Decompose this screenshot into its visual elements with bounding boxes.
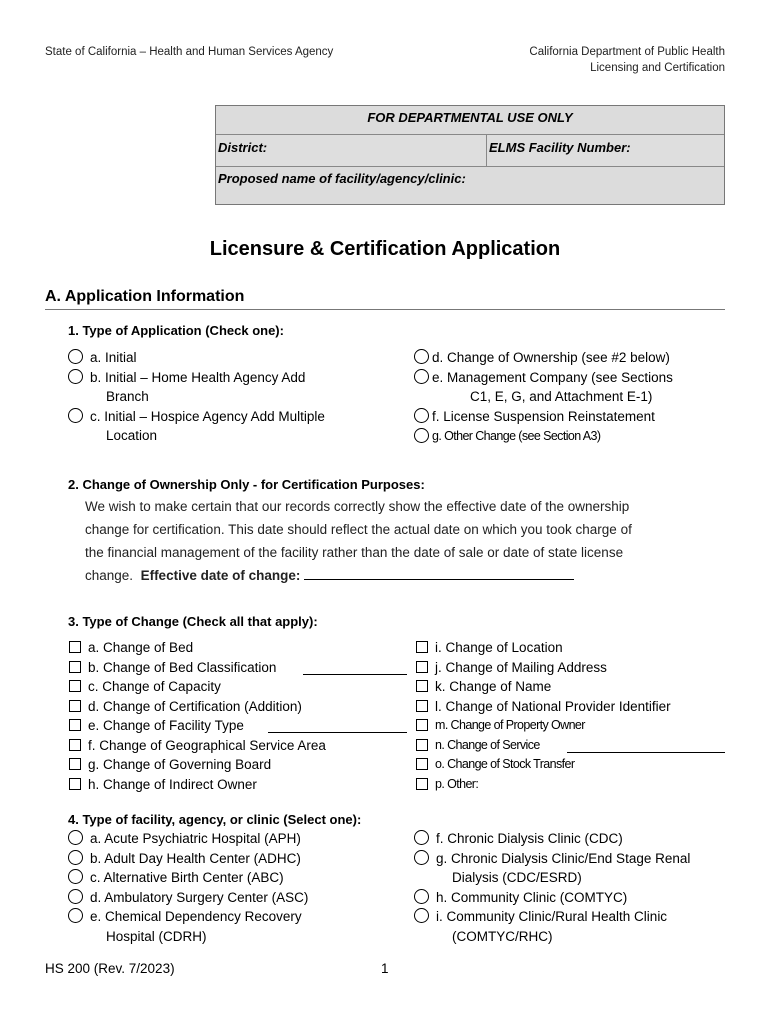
q1-option-e-label: e. Management Company (see Sections	[432, 370, 673, 385]
q1-option-e-label-cont: C1, E, G, and Attachment E-1)	[470, 389, 653, 404]
q1-option-f-label: f. License Suspension Reinstatement	[432, 409, 655, 424]
q1-option-g-label: g. Other Change (see Section A3)	[432, 429, 601, 443]
radio-button[interactable]	[68, 830, 83, 845]
proposed-name-row[interactable]	[216, 166, 724, 205]
checkbox[interactable]	[69, 661, 81, 673]
q1-option-b-label: b. Initial – Home Health Agency Add	[90, 370, 306, 385]
checkbox[interactable]	[416, 739, 428, 751]
q4-option-h-label: h. Community Clinic (COMTYC)	[436, 889, 628, 905]
page-number: 1	[381, 961, 389, 976]
section-a-heading: A. Application Information	[45, 288, 245, 305]
radio-button[interactable]	[68, 408, 83, 423]
district-row	[216, 134, 724, 167]
q4-option-g-label-cont: Dialysis (CDC/ESRD)	[452, 870, 582, 885]
radio-button[interactable]	[68, 349, 83, 364]
q1-option-c-label: c. Initial – Hospice Agency Add Multiple	[90, 409, 325, 424]
q4-heading: 4. Type of facility, agency, or clinic (Select one):	[68, 812, 362, 827]
q2-heading: 2. Change of Ownership Only - for Certification Purposes:	[68, 477, 425, 492]
q2-paragraph-line-2: change for certification. This date should reflect the actual date on which you took charge of	[85, 522, 632, 537]
radio-button[interactable]	[414, 908, 429, 923]
q4-option-e-label-cont: Hospital (CDRH)	[106, 928, 207, 944]
q2-paragraph-line-4	[85, 564, 574, 587]
checkbox[interactable]	[69, 719, 81, 731]
radio-button[interactable]	[68, 369, 83, 384]
q3-option-b-label: b. Change of Bed Classification	[88, 659, 277, 675]
q1-heading: 1. Type of Application (Check one):	[68, 323, 284, 338]
checkbox[interactable]	[69, 680, 81, 692]
radio-button[interactable]	[68, 869, 83, 884]
effective-date-field[interactable]	[304, 565, 574, 580]
q4-option-b-label: b. Adult Day Health Center (ADHC)	[90, 850, 301, 866]
checkbox[interactable]	[416, 758, 428, 770]
checkbox[interactable]	[69, 700, 81, 712]
bed-classification-field[interactable]	[303, 660, 407, 675]
q3-option-a-label: a. Change of Bed	[88, 640, 194, 655]
checkbox[interactable]	[69, 739, 81, 751]
section-a-divider	[45, 309, 725, 310]
q4-option-i-label-cont: (COMTYC/RHC)	[452, 928, 553, 944]
checkbox[interactable]	[69, 778, 81, 790]
radio-button[interactable]	[414, 428, 429, 443]
q2-paragraph-line-1: We wish to make certain that our records correctly show the effective date of the ownership	[85, 499, 630, 514]
checkbox[interactable]	[416, 680, 428, 692]
q3-option-g-label: g. Change of Governing Board	[88, 757, 272, 772]
q3-option-k-label: k. Change of Name	[435, 679, 552, 694]
radio-button[interactable]	[414, 830, 429, 845]
q4-option-g-label: g. Chronic Dialysis Clinic/End Stage Renal	[436, 850, 691, 866]
district-label: District:	[218, 140, 268, 155]
q3-option-i-label: i. Change of Location	[435, 640, 563, 655]
radio-button[interactable]	[414, 349, 429, 364]
radio-button[interactable]	[68, 889, 83, 904]
q4-option-e-label: e. Chemical Dependency Recovery	[90, 909, 302, 924]
q1-option-b-label-cont: Branch	[106, 389, 149, 404]
departmental-use-title: FOR DEPARTMENTAL USE ONLY	[367, 110, 573, 125]
checkbox[interactable]	[69, 758, 81, 770]
radio-button[interactable]	[414, 408, 429, 423]
checkbox[interactable]	[416, 700, 428, 712]
department-division: Licensing and Certification	[590, 62, 725, 74]
q3-option-p-label: p. Other:	[435, 776, 479, 791]
elms-facility-number-label: ELMS Facility Number:	[489, 140, 631, 155]
radio-button[interactable]	[68, 908, 83, 923]
department-name: California Department of Public Health	[529, 46, 725, 58]
radio-button[interactable]	[68, 850, 83, 865]
effective-date-label: Effective date of change:	[140, 568, 301, 583]
q2-change-word: change.	[85, 568, 134, 583]
radio-button[interactable]	[414, 889, 429, 904]
q3-heading: 3. Type of Change (Check all that apply):	[68, 614, 318, 629]
q3-option-n-label: n. Change of Service	[435, 737, 540, 752]
checkbox[interactable]	[416, 719, 428, 731]
q3-option-e-label: e. Change of Facility Type	[88, 718, 244, 733]
q1-option-d-label: d. Change of Ownership (see #2 below)	[432, 350, 670, 365]
q1-option-c-label-cont: Location	[106, 428, 158, 443]
radio-button[interactable]	[414, 369, 429, 384]
facility-type-field[interactable]	[268, 718, 407, 733]
q3-option-d-label: d. Change of Certification (Addition)	[88, 698, 302, 714]
q3-option-c-label: c. Change of Capacity	[88, 679, 221, 694]
q4-option-f-label: f. Chronic Dialysis Clinic (CDC)	[436, 831, 623, 846]
form-number: HS 200 (Rev. 7/2023)	[45, 961, 175, 976]
q2-paragraph-line-3: the financial management of the facility rather than the date of sale or date of state license	[85, 545, 624, 560]
q4-option-i-label: i. Community Clinic/Rural Health Clinic	[436, 909, 668, 924]
agency-name: State of California – Health and Human Services Agency	[45, 46, 334, 58]
checkbox[interactable]	[416, 778, 428, 790]
q3-option-m-label: m. Change of Property Owner	[435, 718, 585, 732]
q3-option-j-label: j. Change of Mailing Address	[435, 659, 607, 675]
q3-option-l-label: l. Change of National Provider Identifier	[435, 698, 671, 714]
checkbox[interactable]	[416, 661, 428, 673]
proposed-name-label: Proposed name of facility/agency/clinic:	[218, 171, 466, 186]
q3-option-o-label: o. Change of Stock Transfer	[435, 757, 575, 771]
checkbox[interactable]	[69, 641, 81, 653]
page-title: Licensure & Certification Application	[209, 238, 561, 260]
q4-option-c-label: c. Alternative Birth Center (ABC)	[90, 870, 284, 885]
departmental-use-box	[215, 105, 725, 205]
q3-option-f-label: f. Change of Geographical Service Area	[88, 737, 326, 753]
box-divider	[486, 135, 487, 167]
service-change-field[interactable]	[567, 738, 725, 753]
radio-button[interactable]	[414, 850, 429, 865]
q4-option-a-label: a. Acute Psychiatric Hospital (APH)	[90, 831, 301, 846]
q1-option-a-label: a. Initial	[90, 350, 137, 365]
q3-option-h-label: h. Change of Indirect Owner	[88, 776, 257, 792]
q4-option-d-label: d. Ambulatory Surgery Center (ASC)	[90, 889, 309, 905]
checkbox[interactable]	[416, 641, 428, 653]
